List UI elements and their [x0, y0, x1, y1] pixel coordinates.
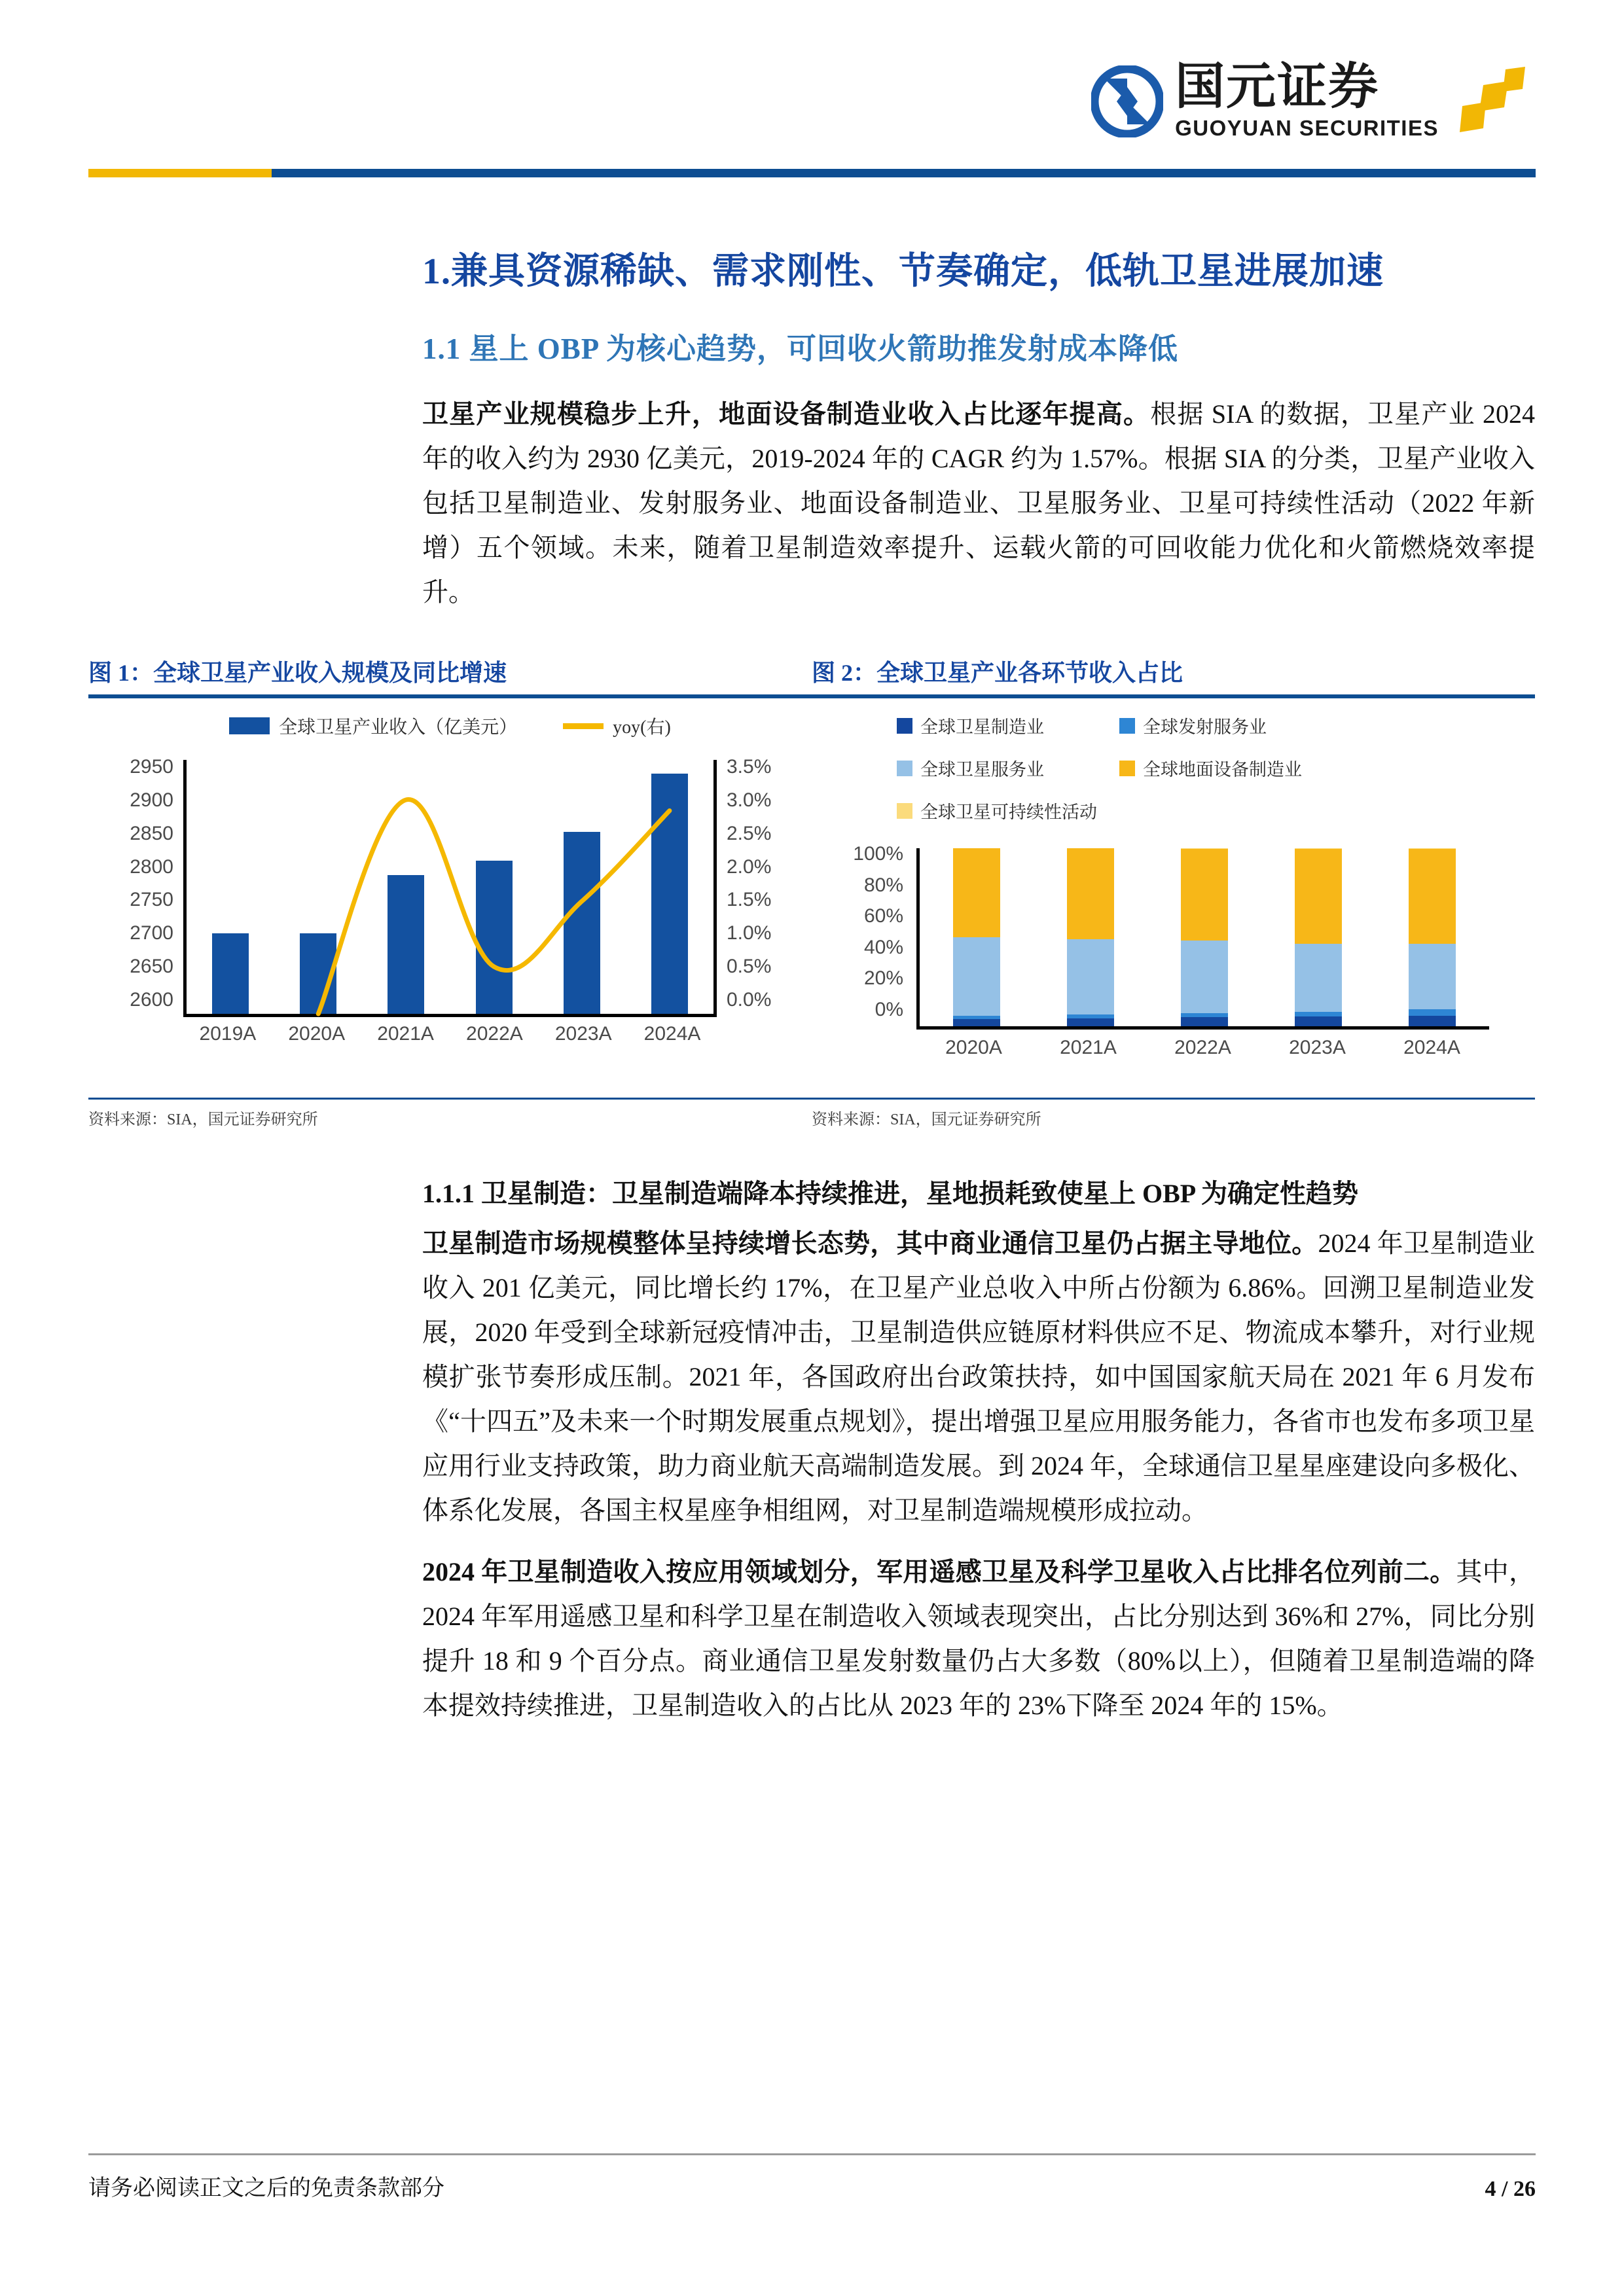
page-footer [88, 2170, 1536, 2202]
figure-2-chart [812, 701, 1535, 1094]
page-title: 1.兼具资源稀缺、需求刚性、节奏确定，低轨卫星进展加速 [422, 251, 1384, 292]
figure-2-caption-rule [812, 694, 1535, 698]
stack-segment [1181, 941, 1228, 1013]
heading-1-1-1-text: 1.1.1 卫星制造：卫星制造端降本持续推进，星地损耗致使星上 OBP 为确定性趋势 [422, 1179, 1359, 1208]
paragraph-3 [422, 1550, 1535, 1728]
stack-segment [1295, 849, 1342, 943]
y-tick: 2950 [130, 756, 173, 778]
stack-segment [1181, 1017, 1228, 1026]
stacked-bar [1181, 848, 1228, 1026]
x-tick: 2023A [1289, 1037, 1346, 1058]
legend-label: 全球发射服务业 [1143, 717, 1267, 737]
y-tick: 40% [863, 936, 903, 958]
figure-1-legend [88, 701, 812, 739]
figure-1-source: 资料来源：SIA，国元证券研究所 [88, 1098, 812, 1129]
stack-segment [1409, 1016, 1456, 1026]
y2-tick: 0.0% [727, 988, 772, 1011]
y2-tick: 3.0% [727, 789, 772, 811]
figure-2-source: 资料来源：SIA，国元证券研究所 [812, 1098, 1535, 1129]
figure-2-plot [812, 843, 1535, 1059]
y-tick: 0% [875, 998, 903, 1020]
paragraph-1 [422, 392, 1535, 615]
y-tick: 80% [863, 874, 903, 896]
legend-swatch-icon [897, 803, 912, 819]
y2-tick: 0.5% [727, 956, 772, 978]
legend-item-revenue [229, 713, 517, 739]
legend-label: 全球地面设备制造业 [1143, 760, 1302, 780]
figure-1 [88, 655, 812, 1129]
stack-segment [1181, 1013, 1228, 1018]
legend-swatch-icon [1119, 761, 1135, 776]
footer-rule [88, 2153, 1536, 2155]
stack-segment [1295, 944, 1342, 1013]
legend-item-4 [897, 798, 1119, 823]
stack-segment [1409, 1009, 1456, 1016]
x-tick: 2021A [377, 1023, 434, 1045]
x-tick: 2020A [945, 1037, 1002, 1058]
content-bottom [88, 1172, 1536, 1728]
legend-item-3 [1119, 755, 1342, 781]
y2-tick: 2.5% [727, 822, 772, 844]
brand-wordmark [1175, 59, 1439, 141]
y-tick: 60% [863, 905, 903, 927]
x-tick: 2022A [466, 1023, 523, 1045]
figure-2-legend [812, 701, 1434, 840]
paragraph-3-lead: 2024 年卫星制造收入按应用领域划分，军用遥感卫星及科学卫星收入占比排名位列前二。 [422, 1557, 1456, 1587]
stack-segment [1067, 848, 1114, 939]
y2-tick: 1.0% [727, 922, 772, 944]
x-tick: 2024A [643, 1023, 701, 1045]
figure-1-yoy-line [187, 760, 713, 1014]
stack-segment [1295, 1016, 1342, 1026]
footer-page-number: 4 / 26 [1485, 2177, 1536, 2201]
stack-segment [1067, 939, 1114, 1015]
legend-swatch-icon [897, 761, 912, 776]
legend-label: 全球卫星可持续性活动 [920, 802, 1097, 822]
x-tick: 2021A [1060, 1037, 1117, 1058]
intro-paragraph-block [422, 392, 1535, 615]
stacked-bar [1067, 848, 1114, 1026]
legend-label-yoy: yoy(右) [613, 717, 671, 738]
stacked-bar [1295, 848, 1342, 1026]
brand-logo [1091, 59, 1536, 141]
legend-label: 全球卫星制造业 [920, 717, 1044, 737]
header-rule-yellow [88, 169, 272, 177]
paragraph-2-body: 2024 年卫星制造业收入 201 亿美元，同比增长约 17%，在卫星产业总收入中所占份额为 6.86%。回溯卫星制造业发展，2020 年受到全球新冠疫情冲击，卫星制造供应链原材料供应不足、物流成本攀升，对行业规模扩张节奏形成压制。2021 年，各国政府出台政策扶持，如中国国家航天局在 2021 年 6 月发布《“十四五”及未来一个时期发展重点规划》，提出增强卫星应用服务能力，各省市也发布多项卫星应用行业支持政策，助力商业航天高端制造发展。到 2024 年，全球通信卫星星座建设向多极化、体系化发展，各国主权星座争相组网，对卫星制造端规模形成拉动。 [422, 1229, 1535, 1525]
x-tick: 2020A [288, 1023, 346, 1045]
y-tick: 2850 [130, 822, 173, 844]
y-tick: 2700 [130, 922, 173, 944]
figure-1-y-axis-right [727, 756, 812, 1011]
stack-segment [953, 937, 1000, 1016]
figure-1-plot-area [183, 760, 717, 1017]
stack-segment [953, 848, 1000, 937]
x-tick: 2019A [199, 1023, 257, 1045]
y2-tick: 1.5% [727, 889, 772, 911]
legend-swatch-icon [1119, 718, 1135, 734]
figure-2-plot-area [916, 848, 1489, 1030]
guoyuan-emblem-icon [1091, 65, 1163, 137]
figure-1-caption-rule [88, 694, 812, 698]
x-tick: 2022A [1174, 1037, 1231, 1058]
figure-2-y-axis [825, 843, 903, 1021]
y-tick: 2650 [130, 956, 173, 978]
y-tick: 2750 [130, 889, 173, 911]
y-tick: 2600 [130, 988, 173, 1011]
stacked-bar [953, 848, 1000, 1026]
figure-2-bars [920, 848, 1489, 1026]
figure-2-x-axis [916, 1037, 1489, 1059]
legend-label-revenue: 全球卫星产业收入（亿美元） [279, 717, 518, 738]
content-top [88, 196, 1536, 615]
legend-swatch-bar-icon [229, 717, 270, 734]
stack-segment [1409, 849, 1456, 943]
footer-disclaimer: 请务必阅读正文之后的免责条款部分 [88, 2176, 444, 2200]
legend-item-2 [897, 755, 1119, 781]
stack-segment [953, 1019, 1000, 1026]
legend-item-1 [1119, 713, 1342, 738]
paragraph-2 [422, 1221, 1535, 1533]
x-tick: 2023A [554, 1023, 612, 1045]
figure-2-caption: 图 2：全球卫星产业各环节收入占比 [812, 660, 1183, 686]
header-rule-blue [272, 169, 1536, 177]
figure-1-caption: 图 1：全球卫星产业收入规模及同比增速 [88, 660, 507, 686]
y-tick: 100% [853, 843, 903, 865]
stack-segment [1181, 849, 1228, 941]
y2-tick: 3.5% [727, 756, 772, 778]
paragraph-1-lead: 卫星产业规模稳步上升，地面设备制造业收入占比逐年提高。 [422, 399, 1151, 429]
paragraph-3-body: 其中，2024 年军用遥感卫星和科学卫星在制造收入领域表现突出，占比分别达到 36%和 27%，同比分别提升 18 和 9 个百分点。商业通信卫星发射数量仍占大多数（80%以上），但随着卫星制造端的降本提效持续推进，卫星制造收入的占比从 2023 年的 23%下降至 2024 年的 15%。 [422, 1557, 1535, 1720]
figure-1-plot [88, 749, 812, 1057]
y2-tick: 2.0% [727, 855, 772, 878]
brand-name-cn: 国元证券 [1175, 59, 1380, 115]
stack-segment [1409, 944, 1456, 1010]
y-tick: 2900 [130, 789, 173, 811]
legend-swatch-icon [897, 718, 912, 734]
stack-segment [1067, 1018, 1114, 1026]
legend-label: 全球卫星服务业 [920, 760, 1044, 780]
stacked-bar [1409, 848, 1456, 1026]
paragraph-2-lead: 卫星制造市场规模整体呈持续增长态势，其中商业通信卫星仍占据主导地位。 [422, 1229, 1318, 1258]
legend-swatch-line-icon [563, 723, 604, 729]
y-tick: 20% [863, 967, 903, 990]
manufacturing-section [422, 1172, 1535, 1728]
legend-item-yoy [563, 713, 671, 739]
x-tick: 2024A [1403, 1037, 1460, 1058]
figure-1-chart [88, 701, 812, 1094]
stars-icon [1457, 65, 1536, 137]
figure-row [88, 655, 1536, 1129]
figure-1-x-axis [183, 1023, 717, 1045]
section-subtitle: 1.1 星上 OBP 为核心趋势，可回收火箭助推发射成本降低 [422, 332, 1179, 365]
y-tick: 2800 [130, 855, 173, 878]
legend-item-0 [897, 713, 1119, 738]
brand-name-en: GUOYUAN SECURITIES [1175, 116, 1439, 140]
paragraph-1-body: 根据 SIA 的数据，卫星产业 2024 年的收入约为 2930 亿美元，2019-2024 年的 CAGR 约为 1.57%。根据 SIA 的分类，卫星产业收入包括卫星制造业、发射服务业、地面设备制造业、卫星服务业、卫星可持续性活动（2022 年新增）五个领域。未来，随着卫星制造效率提升、运载火箭的可回收能力优化和火箭燃烧效率提升。 [422, 399, 1535, 607]
figure-1-y-axis-left [95, 756, 173, 1011]
figure-2 [812, 655, 1535, 1129]
stack-segment [1295, 1012, 1342, 1016]
heading-1-1-1 [422, 1172, 1535, 1216]
